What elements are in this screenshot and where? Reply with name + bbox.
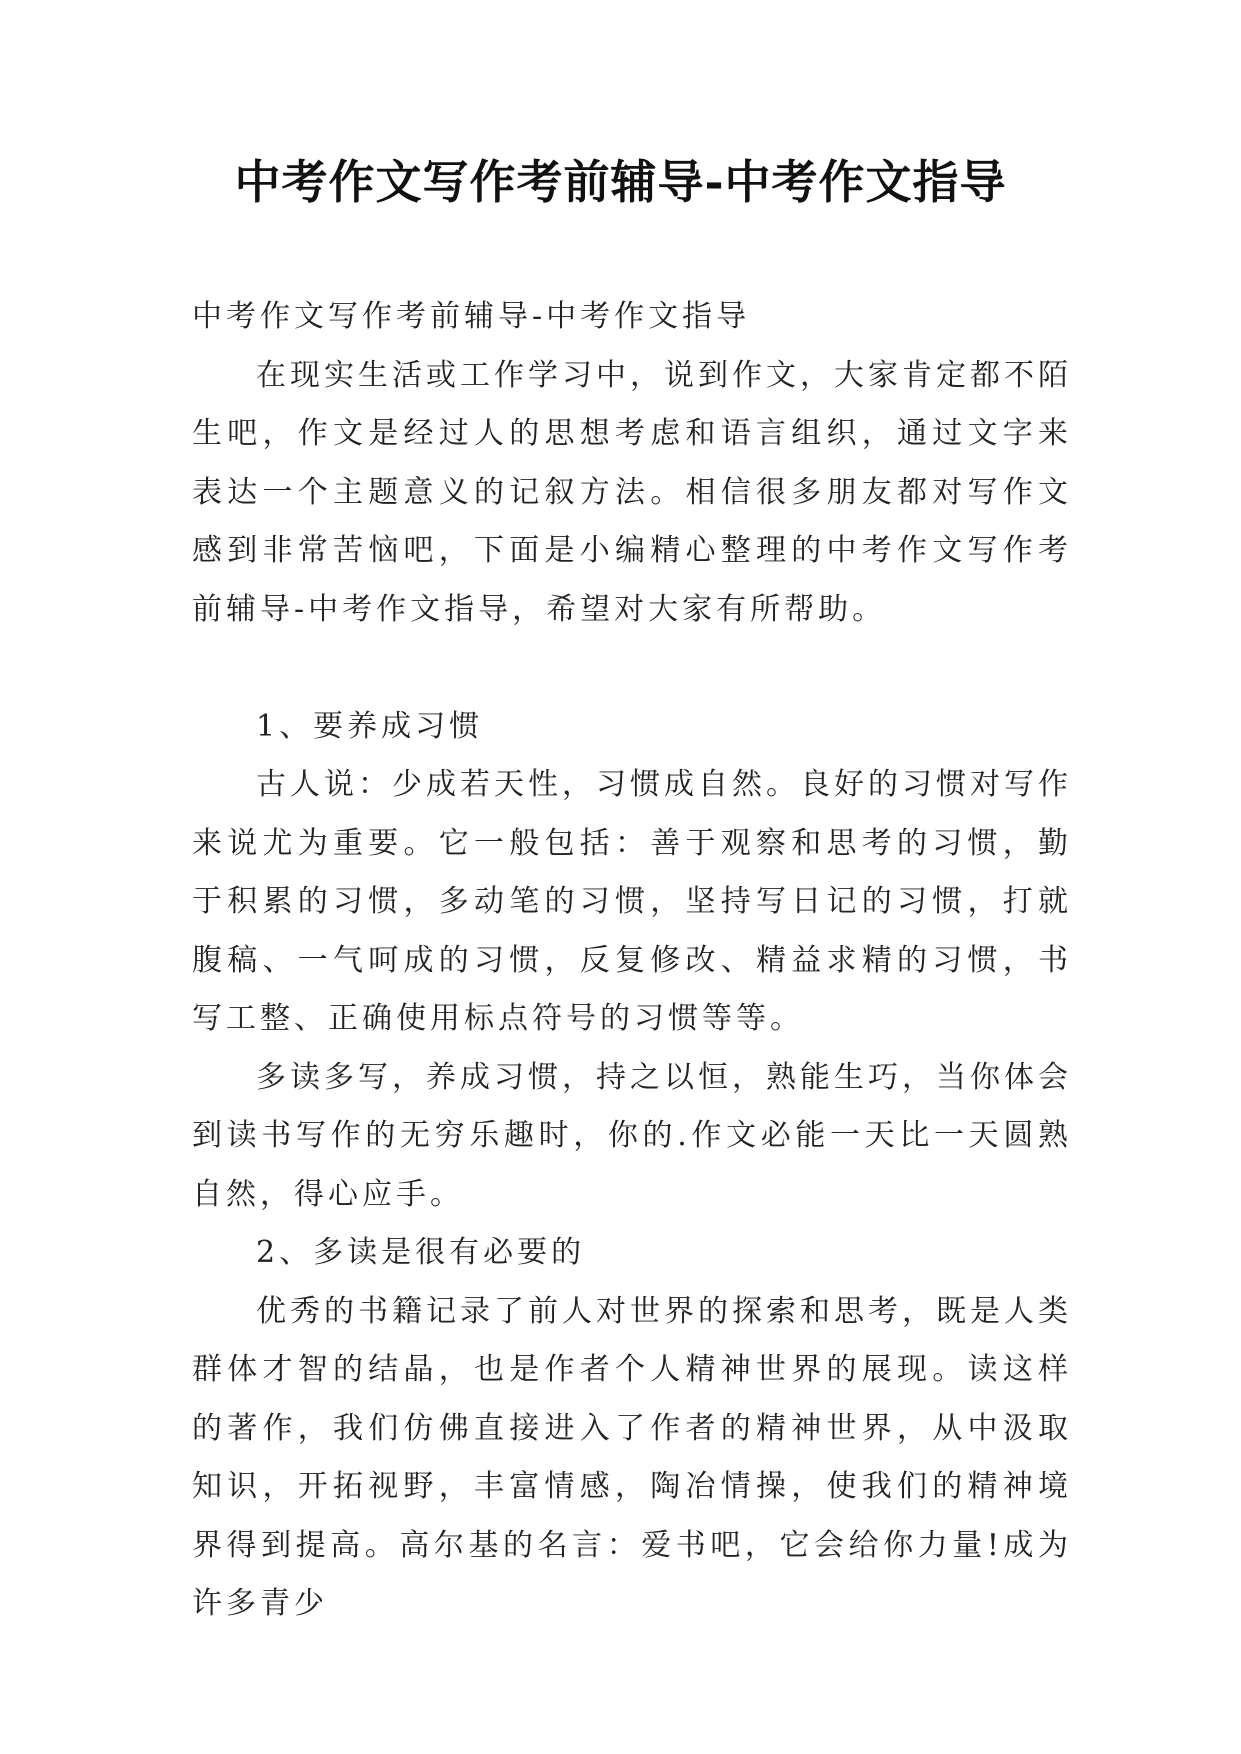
section-heading-2: 2、多读是很有必要的 (256, 1235, 586, 1270)
section-heading-1: 1、要养成习惯 (256, 708, 484, 744)
paragraph-habits: 古人说：少成若天性，习惯成自然。良好的习惯对写作来说尤为重要。它一般包括：善于观察和思考的习惯，勤于积累的习惯，多动笔的习惯，坚持写日记的习惯，打就腹稿、一气呵成的习惯，反复修改、精益求精的习惯，书写工整、正确使用标点符号的习惯等等。 (192, 767, 1072, 1036)
paragraph-practice: 多读多写，养成习惯，持之以恒，熟能生巧，当你体会到读书写作的无穷乐趣时，你的.作文必能一天比一天圆熟自然，得心应手。 (192, 1059, 1072, 1212)
document-body (192, 288, 1072, 1634)
document-title: 中考作文写作考前辅导-中考作文指导 (234, 155, 1007, 209)
paragraph-subtitle: 中考作文写作考前辅导-中考作文指导 (192, 299, 751, 334)
paragraph-reading: 优秀的书籍记录了前人对世界的探索和思考，既是人类群体才智的结晶，也是作者个人精神世界的展现。读这样的著作，我们仿佛直接进入了作者的精神世界，从中汲取知识，开拓视野，丰富情感，陶冶情操，使我们的精神境界得到提高。高尔基的名言：爱书吧，它会给你力量!成为许多青少 (192, 1293, 1072, 1621)
paragraph-intro: 在现实生活或工作学习中，说到作文，大家肯定都不陌生吧，作文是经过人的思想考虑和语言组织，通过文字来表达一个主题意义的记叙方法。相信很多朋友都对写作文感到非常苦恼吧，下面是小编精心整理的中考作文写作考前辅导-中考作文指导，希望对大家有所帮助。 (192, 357, 1072, 627)
